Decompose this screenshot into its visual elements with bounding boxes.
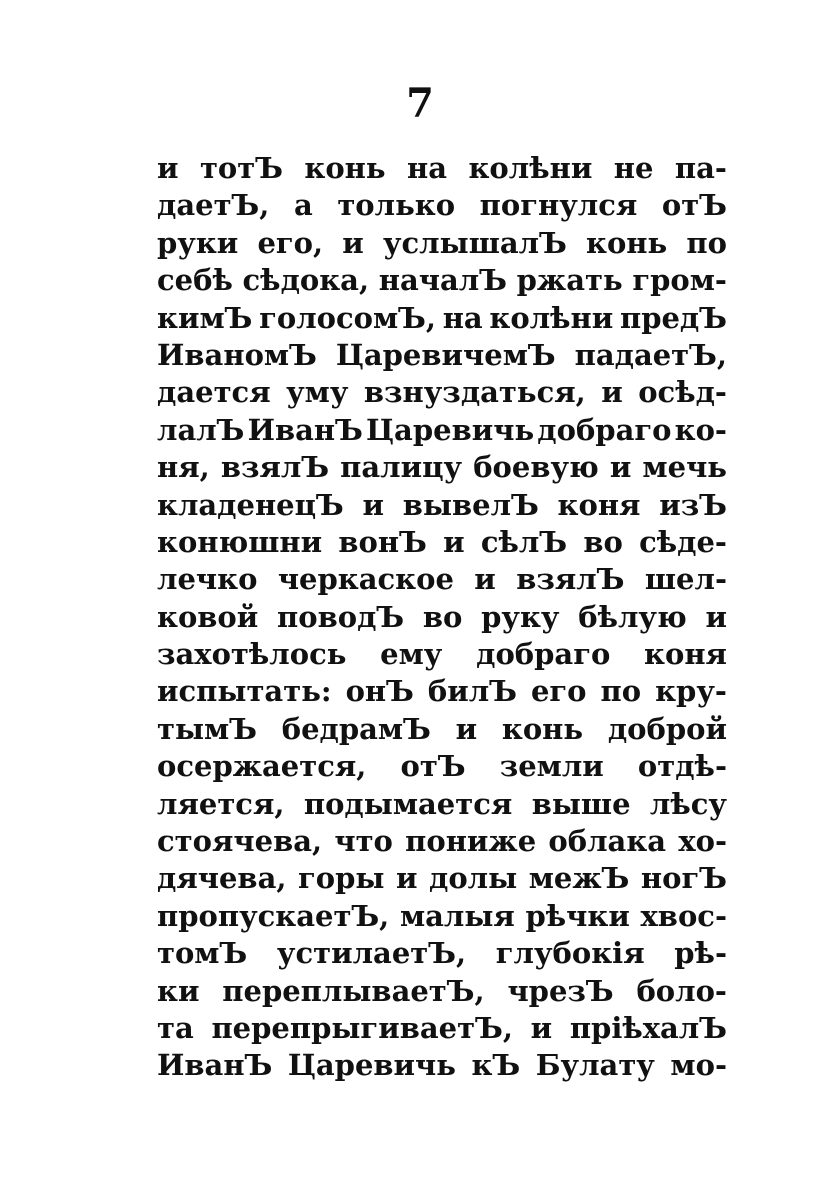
text-word: ему	[380, 637, 443, 672]
text-line	[157, 711, 727, 748]
text-word: онЪ	[345, 674, 414, 709]
text-word: переплываетЪ,	[222, 973, 485, 1008]
text-line	[157, 300, 727, 337]
text-word: на	[407, 151, 448, 185]
text-word: осержается,	[157, 749, 367, 784]
text-word: дается	[157, 375, 271, 410]
text-word: не	[613, 151, 654, 185]
text-word: отЪ	[400, 749, 466, 784]
text-word: взнуздаться,	[363, 375, 586, 410]
text-word: уму	[286, 375, 349, 410]
text-word: вонЪ	[338, 524, 427, 559]
text-word: пріѣхалЪ	[569, 1010, 727, 1045]
text-word: и	[455, 711, 478, 746]
text-word: коня	[557, 487, 641, 522]
text-word: лѣсу	[649, 786, 727, 821]
text-line	[157, 412, 727, 449]
text-word: ки	[157, 973, 200, 1008]
text-word: изЪ	[659, 487, 727, 522]
text-word: горы	[297, 861, 385, 896]
text-line	[157, 935, 727, 972]
text-word: томЪ	[157, 936, 248, 971]
text-word: падаетЪ,	[574, 337, 727, 372]
text-word: пропускаетЪ,	[157, 898, 390, 933]
text-line	[157, 599, 727, 636]
text-word: сѣде-	[639, 524, 727, 559]
text-word: конь	[501, 711, 584, 746]
text-word: перепрыгиваетЪ,	[211, 1010, 513, 1045]
text-word: и	[601, 375, 623, 410]
text-word: подымается	[303, 786, 513, 821]
text-line	[157, 187, 727, 224]
text-word: колѣни	[489, 300, 614, 335]
text-word: Булату	[535, 1048, 655, 1083]
text-word: конь	[304, 151, 386, 185]
text-word: и	[609, 450, 632, 485]
text-word: колѣни	[468, 151, 593, 185]
text-word: и	[474, 562, 496, 597]
text-line	[157, 262, 727, 299]
text-word: его	[530, 674, 587, 709]
text-word: ногЪ	[640, 861, 727, 896]
text-word: глубокія	[495, 936, 645, 971]
text-line	[157, 487, 727, 524]
text-line	[157, 150, 727, 187]
text-word: земли	[499, 749, 604, 784]
text-word: межЪ	[528, 861, 630, 896]
text-word: ИваномЪ	[157, 337, 317, 372]
text-word: предЪ	[619, 300, 727, 335]
text-line	[157, 1010, 727, 1047]
text-word: малыя	[399, 898, 515, 933]
text-word: захотѣлось	[157, 637, 347, 672]
text-word: доброй	[607, 711, 727, 746]
text-line	[157, 561, 727, 598]
body-text	[157, 150, 727, 1085]
text-word: и	[157, 151, 179, 185]
text-word: добраго	[476, 637, 611, 672]
text-word: на	[442, 300, 483, 335]
text-word: коня	[644, 637, 727, 672]
text-word: тымЪ	[157, 711, 257, 746]
text-word: хо-	[678, 824, 727, 859]
text-line	[157, 636, 727, 673]
text-word: руку	[481, 599, 560, 634]
text-word: ЦаревичемЪ	[335, 337, 556, 372]
text-word: вывелЪ	[402, 487, 539, 522]
text-word: во	[422, 599, 463, 634]
text-line	[157, 524, 727, 561]
text-word: взялЪ	[220, 450, 330, 485]
text-word: облака	[548, 824, 667, 859]
text-word: его,	[257, 225, 324, 260]
text-word: лечко	[157, 562, 258, 597]
text-word: что	[334, 824, 393, 859]
text-word: бѣлую	[578, 599, 687, 634]
text-word: палицу	[340, 450, 463, 485]
text-line	[157, 449, 727, 486]
text-word: руки	[157, 225, 239, 260]
text-line	[157, 860, 727, 897]
text-word: сѣлЪ	[480, 524, 568, 559]
text-line	[157, 337, 727, 374]
text-word: голосомЪ,	[259, 300, 437, 335]
text-word: добраго	[537, 412, 672, 447]
text-word: конь	[586, 225, 668, 260]
text-word: конюшни	[157, 524, 323, 559]
text-word: кимЪ	[157, 300, 253, 335]
text-line	[157, 973, 727, 1010]
page-number: 7	[406, 80, 434, 127]
text-word: и	[443, 524, 465, 559]
text-word: только	[337, 188, 456, 223]
text-word: а	[293, 188, 313, 223]
text-word: бедрамЪ	[281, 711, 431, 746]
text-line	[157, 673, 727, 710]
text-line	[157, 374, 727, 411]
text-word: ня,	[157, 450, 210, 485]
text-word: и	[362, 487, 385, 522]
text-word: погнулся	[479, 188, 638, 223]
text-word: началЪ	[378, 263, 507, 298]
text-word: ИванЪ	[247, 412, 363, 447]
text-line	[157, 823, 727, 860]
text-word: шел-	[644, 562, 727, 597]
text-word: мечь	[642, 450, 727, 485]
text-word: тотЪ	[199, 151, 283, 185]
text-word: выше	[531, 786, 631, 821]
text-word: хвос-	[640, 898, 727, 933]
text-line	[157, 225, 727, 262]
text-word: и	[395, 861, 418, 896]
text-word: по	[686, 225, 727, 260]
text-word: во	[583, 524, 623, 559]
text-word: и	[342, 225, 364, 260]
text-word: гром-	[632, 263, 727, 298]
text-word: билЪ	[427, 674, 517, 709]
text-word: рѣ-	[674, 936, 727, 971]
text-word: кЪ	[471, 1048, 521, 1083]
text-word: черкаское	[277, 562, 454, 597]
text-word: и	[530, 1010, 553, 1045]
text-word: взялЪ	[516, 562, 625, 597]
text-word: сѣдока,	[242, 263, 370, 298]
text-word: себѣ	[157, 263, 233, 298]
text-word: па-	[674, 151, 727, 185]
text-word: рѣчки	[525, 898, 630, 933]
text-word: ИванЪ	[157, 1048, 273, 1083]
text-word: кру-	[655, 674, 727, 709]
text-word: ко-	[674, 412, 727, 447]
text-word: боевую	[473, 450, 599, 485]
text-word: кладенецЪ	[157, 487, 344, 522]
text-word: стоячева,	[157, 824, 323, 859]
text-word: долы	[429, 861, 518, 896]
text-word: чрезЪ	[507, 973, 614, 1008]
text-word: дячева,	[157, 861, 287, 896]
text-word: отдѣ-	[637, 749, 727, 784]
text-line	[157, 1047, 727, 1084]
text-word: ковой	[157, 599, 259, 634]
text-word: та	[157, 1010, 194, 1045]
text-word: Царевичь	[366, 412, 535, 447]
text-word: пониже	[405, 824, 537, 859]
text-word: услышалЪ	[382, 225, 567, 260]
text-line	[157, 786, 727, 823]
text-word: отЪ	[661, 188, 727, 223]
text-word: боло-	[636, 973, 727, 1008]
text-word: лалЪ	[157, 412, 245, 447]
text-word: Царевичь	[287, 1048, 456, 1083]
text-word: осѣд-	[638, 375, 727, 410]
text-word: устилаетЪ,	[276, 936, 467, 971]
text-word: мо-	[670, 1048, 727, 1083]
text-word: поводЪ	[277, 599, 405, 634]
text-word: испытать:	[157, 674, 332, 709]
text-word: по	[600, 674, 642, 709]
text-line	[157, 898, 727, 935]
text-word: и	[705, 599, 727, 634]
text-line	[157, 748, 727, 785]
text-word: ржать	[516, 263, 623, 298]
text-word: ляется,	[157, 786, 285, 821]
text-word: даетЪ,	[157, 188, 270, 223]
